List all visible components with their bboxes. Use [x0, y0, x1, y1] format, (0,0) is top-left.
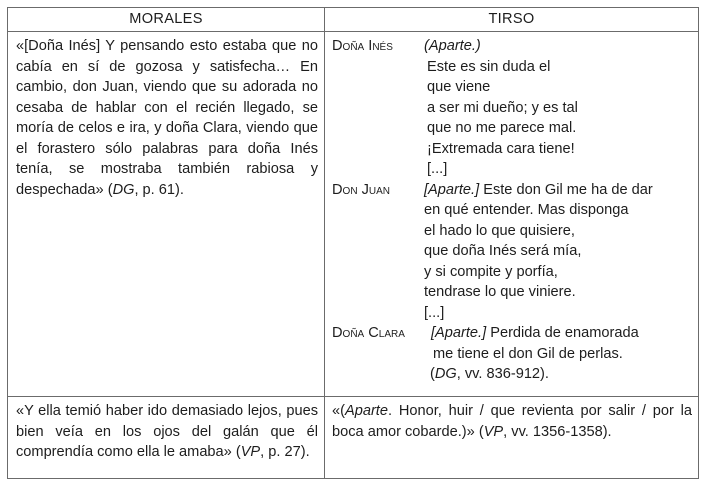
tirso-aside-2: Aparte — [344, 403, 388, 419]
header-tirso: TIRSO — [325, 8, 699, 32]
tirso-cell-2: «(Aparte. Honor, huir / que revienta por salir / por la boca amor cobarde.)» (VP, vv. 1356-1358). — [325, 397, 699, 479]
verse-line: tendrase lo que viniere. — [424, 284, 576, 300]
verse-line: y si compite y porfía, — [424, 263, 558, 280]
verse-line: que no me parece mal. — [427, 120, 577, 136]
verse-line: me tiene el don Gil de perlas. — [433, 345, 623, 362]
verse-line: Perdida de enamorada — [486, 325, 639, 341]
juan-verses — [332, 200, 692, 323]
verse-line: en qué entender. Mas disponga — [424, 202, 629, 218]
verse-line: el hado lo que quisiere, — [424, 222, 575, 239]
clara-ref: (DG, vv. 836-912). — [430, 366, 549, 382]
ines-speech — [332, 36, 692, 180]
table-row — [8, 32, 699, 397]
morales-cell-2: «Y ella temió haber ido demasiado lejos, pues bien veía en los ojos del galán que él comprendía como ella le amaba» (VP, p. 27). — [8, 397, 325, 479]
table-row — [8, 397, 699, 479]
speaker-clara: Doña Clara — [332, 325, 405, 341]
clara-verses — [332, 344, 692, 365]
morales-ref-end: , p. 61). — [134, 181, 184, 198]
verse-line: ¡Extremada cara tiene! — [427, 140, 575, 157]
juan-speech — [332, 180, 692, 201]
verse-line: [...] — [424, 304, 445, 321]
verse-line: Este don Gil me ha de dar — [479, 181, 653, 198]
speaker-ines: Doña Inés — [332, 38, 393, 54]
juan-aside: [Aparte.] — [424, 181, 480, 198]
verse-line: [...] — [427, 161, 448, 177]
tirso-quote-2: . Honor, huir / que revienta por salir / por la boca amor cobarde.)» ( — [332, 403, 692, 440]
ref-abbrev: DG — [434, 366, 457, 382]
tirso-cell — [325, 32, 699, 397]
speaker-juan: Don Juan — [332, 181, 391, 198]
verse-line: que viene — [427, 79, 491, 95]
comparison-table — [7, 7, 699, 479]
morales-ref: DG — [112, 181, 135, 198]
morales-quote-2: «Y ella temió haber ido demasiado lejos, pues bien veía en los ojos del galán que él comprendía como ella le amaba» ( — [16, 403, 318, 460]
clara-speech — [332, 323, 692, 344]
morales-quote: «[Doña Inés] Y pensando esto estaba que no cabía en sí de gozosa y satisfecha… En cambio, don Juan, viendo que su adorada no cesaba de hablar con el recién llegado, se moría de celos e ira, y doña Clara, viendo que el forastero sólo palabras para doña Inés tenía, se mostraba también rabiosa y despechada» ( — [16, 38, 318, 198]
morales-cell — [8, 32, 325, 397]
header-row — [8, 8, 699, 32]
tirso-ref-2: VP — [483, 423, 504, 440]
clara-aside: [Aparte.] — [431, 325, 487, 341]
verse-line: que doña Inés será mía, — [424, 243, 582, 259]
verse-line: Este es sin duda el — [427, 58, 551, 75]
verse-line: a ser mi dueño; y es tal — [427, 99, 578, 116]
header-morales: MORALES — [8, 8, 325, 32]
ines-aside: (Aparte.) — [424, 38, 481, 54]
morales-ref-2: VP — [240, 444, 261, 460]
